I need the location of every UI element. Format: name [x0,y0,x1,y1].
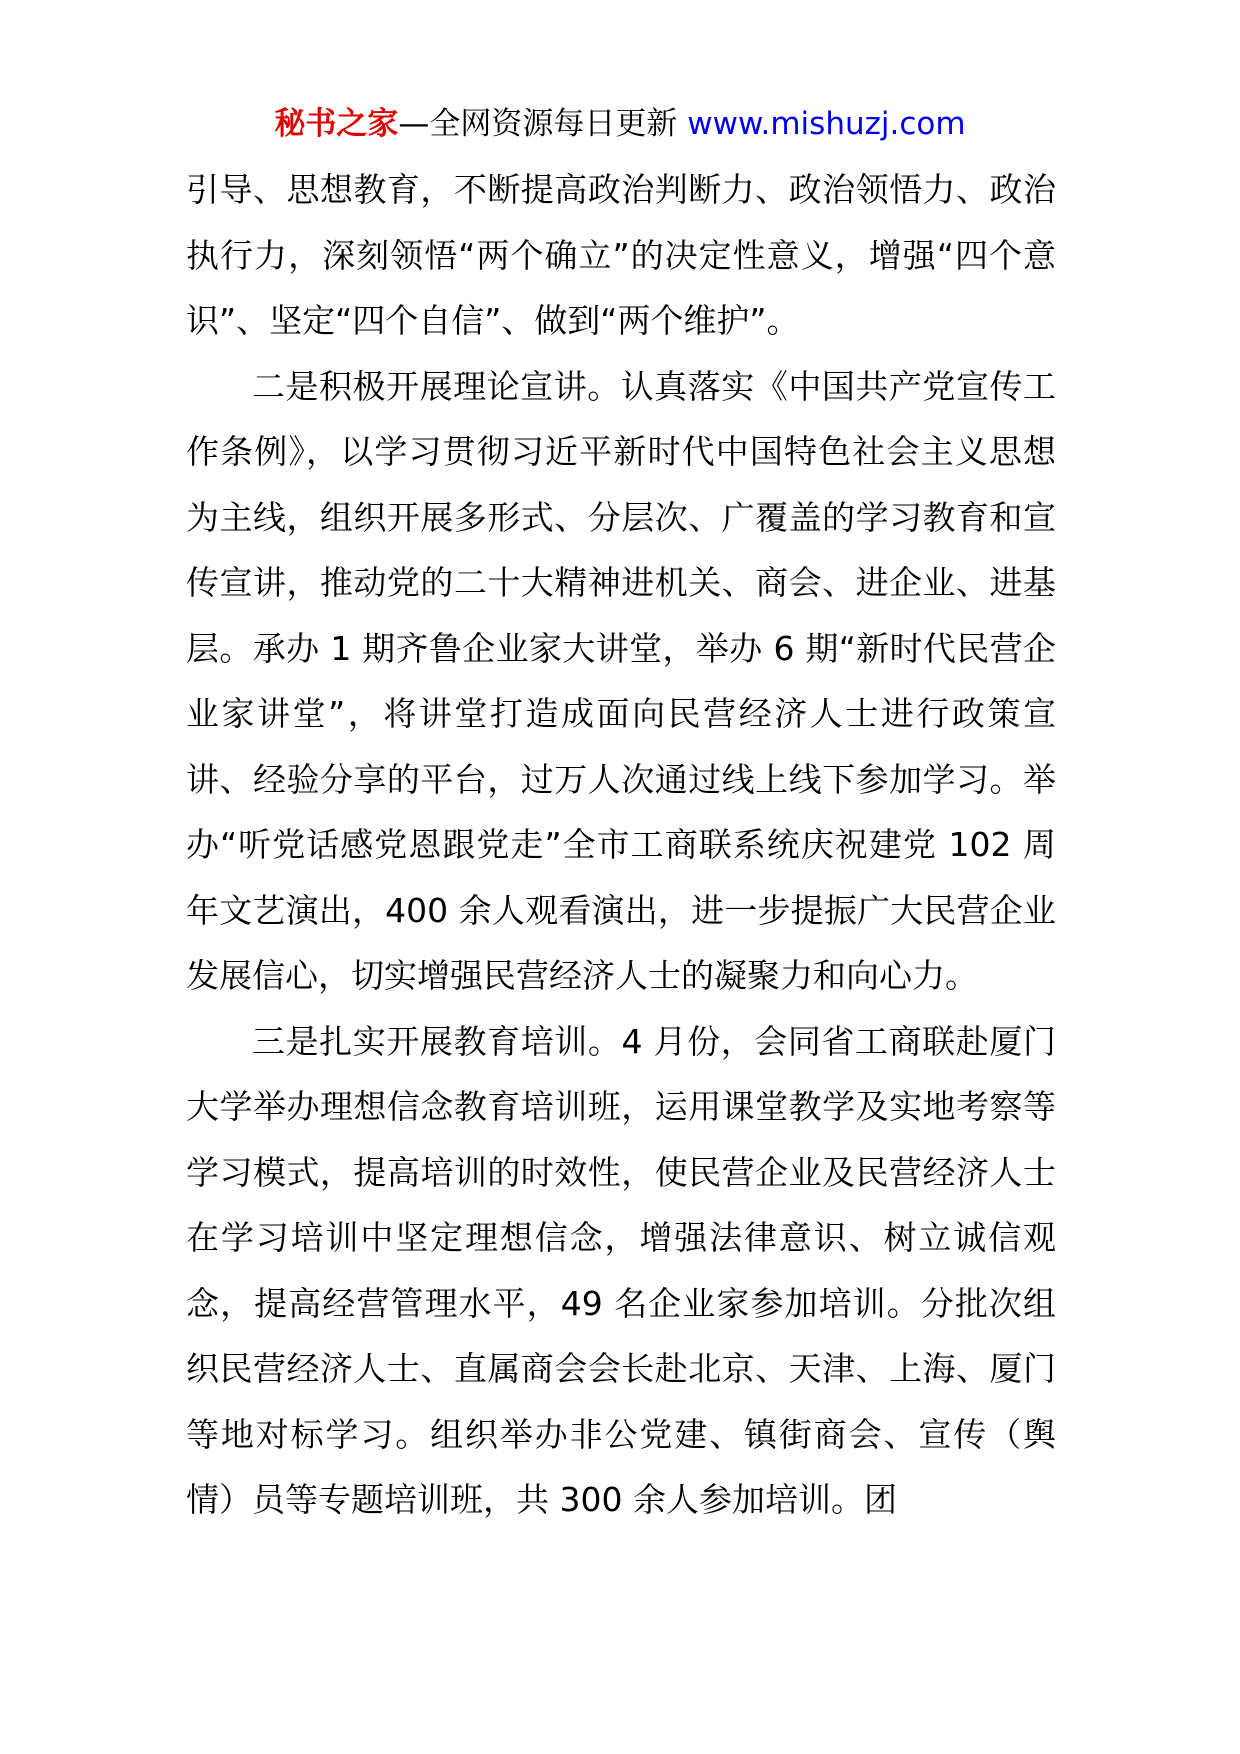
site-url-link[interactable]: www.mishuzj.com [687,106,966,142]
site-tagline: —全网资源每日更新 [398,106,678,142]
paragraph-theory-lectures: 二是积极开展理论宣讲。认真落实《中国共产党宣传工作条例》，以学习贯彻习近平新时代中国特色社会主义思想为主线，组织开展多形式、分层次、广覆盖的学习教育和宣传宣讲，推动党的二十大精神进机关、商会、进企业、进基层。承办 1 期齐鲁企业家大讲堂，举办 6 期“新时代民营企业家讲堂”，将讲堂打造成面向民营经济人士进行政策宣讲、经验分享的平台，过万人次通过线上线下参加学习。举办“听党话感党恩跟党走”全市工商联系统庆祝建党 102 周年文艺演出，400 余人观看演出，进一步提振广大民营企业发展信心，切实增强民营经济人士的凝聚力和向心力。 [186,366,1056,995]
paragraph-continuation: 引导、思想教育，不断提高政治判断力、政治领悟力、政治执行力，深刻领悟“两个确立”的决定性意义，增强“四个意识”、坚定“四个自信”、做到“两个维护”。 [186,170,1056,340]
site-brand: 秘书之家 [274,106,399,142]
page-header [0,102,1240,146]
document-body [186,157,1056,1533]
paragraph-education-training: 三是扎实开展教育培训。4 月份，会同省工商联赴厦门大学举办理想信念教育培训班，运用课堂教学及实地考察等学习模式，提高培训的时效性，使民营企业及民营经济人士在学习培训中坚定理想信念，增强法律意识、树立诚信观念，提高经营管理水平，49 名企业家参加培训。分批次组织民营经济人士、直属商会会长赴北京、天津、上海、厦门等地对标学习。组织举办非公党建、镇街商会、宣传（舆情）员等专题培训班，共 300 余人参加培训。团 [186,1021,1056,1519]
